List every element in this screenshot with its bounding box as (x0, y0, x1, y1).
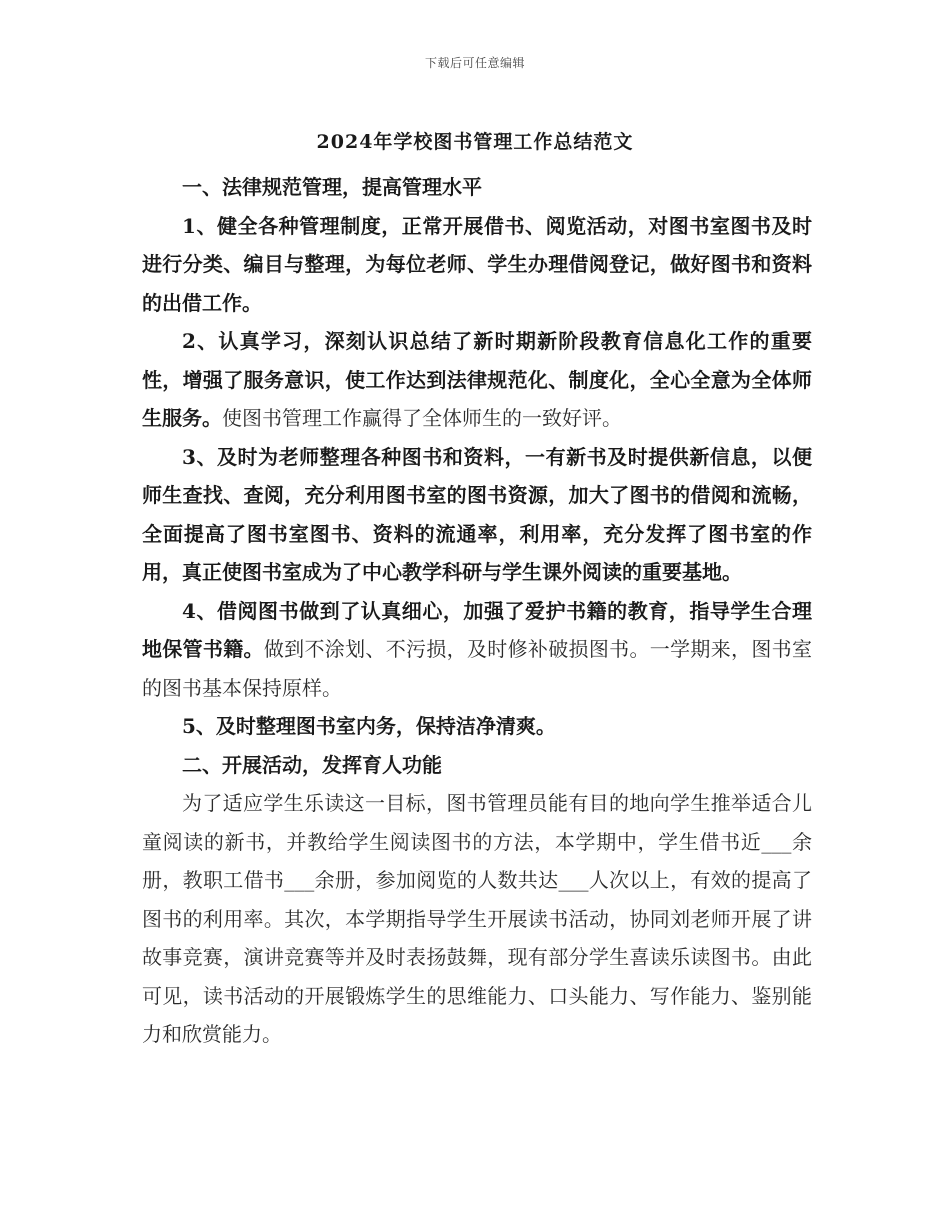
paragraph-item-3 (142, 438, 812, 592)
section-2-heading: 二、开展活动，发挥育人功能 (182, 752, 442, 777)
item-3-text: 3、及时为老师整理各种图书和资料，一有新书及时提供新信息，以便师生查找、查阅，充分利用图书室的图书资源，加大了图书的借阅和流畅，全面提高了图书室图书、资料的流通率，利用率，充分发挥了图书室的作用，真正使图书室成为了中心教学科研与学生课外阅读的重要基地。 (142, 444, 812, 584)
item-2-bold-text: 2、认真学习，深刻认识总结了新时期新阶段教育信息化工作的重要性，增强了服务意识，使工作达到法律规范化、制度化，全心全意为全体师生服务。 (142, 329, 812, 430)
item-5-text: 5、及时整理图书室内务，保持洁净清爽。 (182, 714, 556, 738)
paragraph-item-2 (142, 322, 812, 438)
document-title: 2024年学校图书管理工作总结范文 (316, 131, 634, 153)
section-1-heading: 一、法律规范管理，提高管理水平 (182, 175, 482, 199)
item-2-normal-text: 使图书管理工作赢得了全体师生的一致好评。 (222, 406, 622, 430)
paragraph-item-4 (142, 592, 812, 708)
page-header-note: 下载后可任意编辑 (424, 56, 525, 70)
item-4-normal-text: 做到不涂划、不污损，及时修补破损图书。一学期来，图书室的图书基本保持原样。 (142, 637, 812, 700)
paragraph-item-1 (142, 207, 812, 323)
item-1-text: 1、健全各种管理制度，正常开展借书、阅览活动，对图书室图书及时进行分类、编目与整理，为每位老师、学生办理借阅登记，做好图书和资料的出借工作。 (142, 213, 812, 315)
section-2-body: 为了适应学生乐读这一目标，图书管理员能有目的地向学生推举适合儿童阅读的新书，并教给学生阅读图书的方法，本学期中，学生借书近___余册，教职工借书___余册，参加阅览的人数共达___人次以上，有效的提高了图书的利用率。其次，本学期指导学生开展读书活动，协同刘老师开展了讲故事竞赛，演讲竞赛等并及时表扬鼓舞，现有部分学生喜读乐读图书。由此可见，读书活动的开展锻炼学生的思维能力、口头能力、写作能力、鉴别能力和欣赏能力。 (142, 791, 812, 1046)
paragraph-item-5 (142, 707, 812, 746)
document-body (142, 168, 812, 1054)
item-4-bold-text: 4、借阅图书做到了认真细心，加强了爱护书籍的教育，指导学生合理地保管书籍。 (142, 598, 812, 661)
